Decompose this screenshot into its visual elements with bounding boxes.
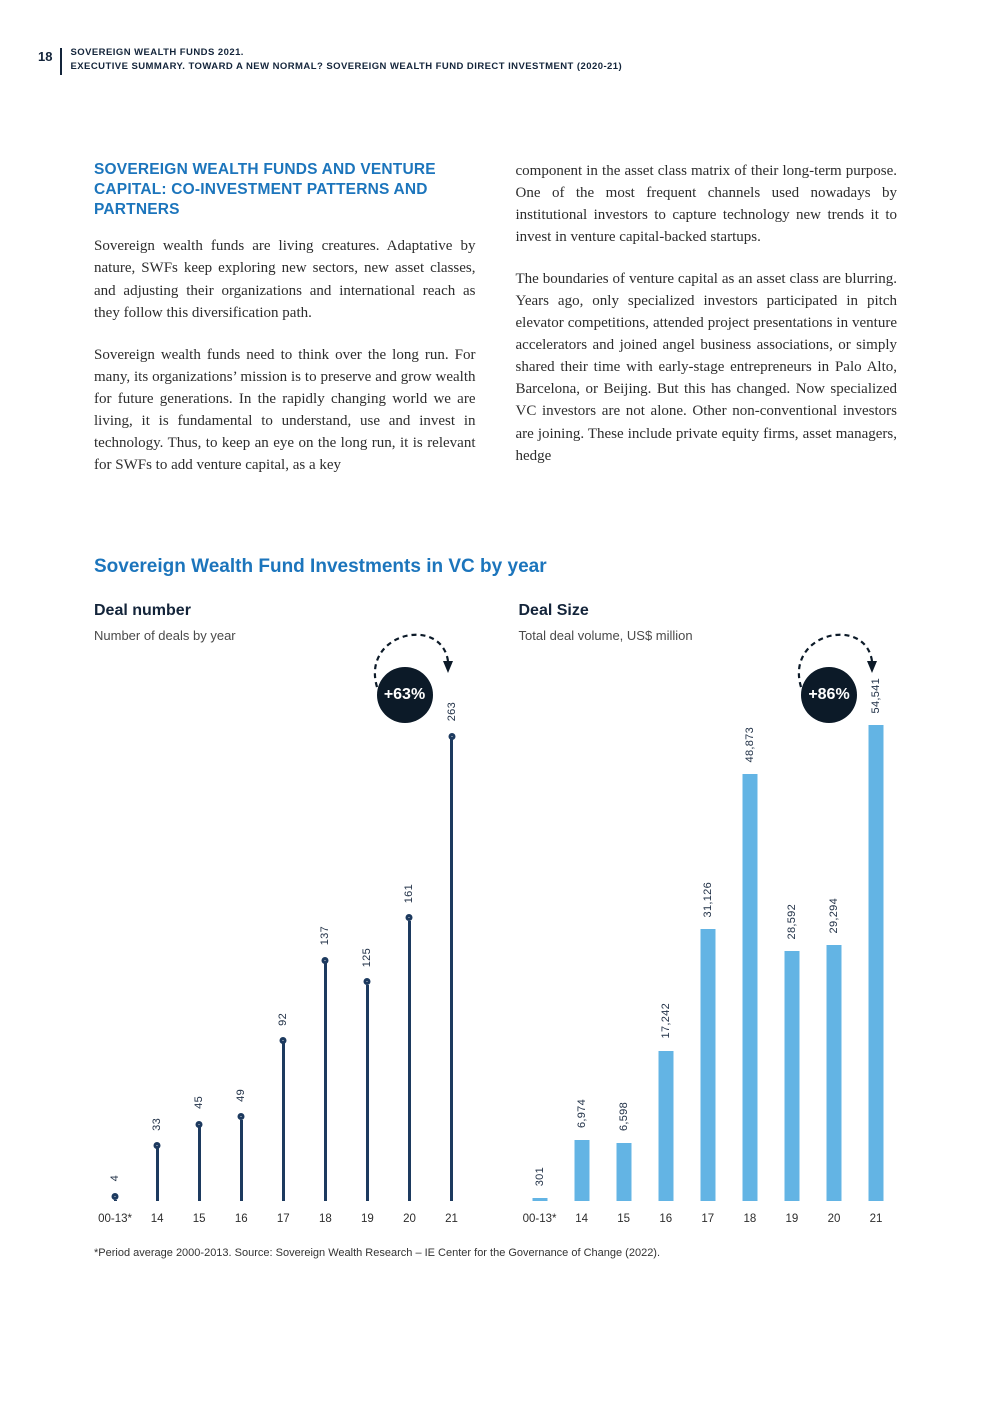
x-axis-label: 17 [276, 1213, 290, 1225]
lollipop-stem [408, 921, 411, 1201]
value-label: 54,541 [870, 677, 883, 714]
lollipop-marker [238, 1113, 245, 1120]
lollipop-marker [112, 1193, 119, 1200]
report-subtitle: EXECUTIVE SUMMARY. TOWARD A NEW NORMAL? SOVEREIGN WEALTH FUND DIRECT INVESTMENT (2020-21) [70, 61, 623, 73]
chart-title: Deal Size [518, 602, 589, 619]
bar [869, 725, 884, 1201]
page-header [38, 46, 622, 75]
bar [742, 774, 757, 1201]
value-label: 17,242 [659, 1003, 672, 1039]
bar [784, 951, 799, 1201]
chart-column-21 [855, 677, 897, 1225]
deal-size-chart [518, 602, 898, 1225]
article-right-column [516, 160, 898, 496]
chart-column-15 [603, 701, 645, 1225]
paragraph: Sovereign wealth funds are living creatures. Adaptative by nature, SWFs keep exploring new sectors, new asset classes, and adjusting their organizations and international reach as they follow this diversification path. [94, 238, 476, 321]
chart-column-20 [813, 701, 855, 1225]
growth-badge: +86% [801, 667, 857, 723]
lollipop-stem [450, 739, 453, 1201]
lollipop-marker [322, 957, 329, 964]
bar [532, 1198, 547, 1201]
x-axis-label: 14 [150, 1213, 164, 1225]
x-axis-label: 17 [701, 1213, 715, 1225]
value-label: 161 [403, 883, 416, 903]
x-axis-label: 19 [361, 1213, 374, 1225]
chart-column-14 [561, 701, 603, 1225]
paragraph: component in the asset class matrix of their long-term purpose. One of the most frequent channels used nowadays by institutional investors to capture technology new trends it to invest in venture capital-backed startups. [515, 163, 897, 246]
report-title: SOVEREIGN WEALTH FUNDS 2021. [70, 47, 244, 58]
x-axis-label: 19 [785, 1213, 799, 1225]
lollipop-stem [282, 1043, 285, 1201]
chart-column-17 [262, 701, 304, 1225]
x-axis-label: 21 [869, 1213, 883, 1225]
charts-row [94, 602, 897, 1225]
growth-badge: +63% [377, 667, 433, 723]
x-axis-label: 15 [192, 1213, 206, 1225]
value-label: 6,598 [617, 1102, 630, 1132]
value-label: 31,126 [701, 881, 714, 918]
chart-column-19 [771, 701, 813, 1225]
x-axis-label: 18 [743, 1213, 757, 1225]
paragraph: The boundaries of venture capital as an asset class are blurring. Years ago, only specialized investors participated in pitch elevator competitions, attended project presentations in venture accelerators and joined angel business associations, or simply shared their time with early-stage entrepreneurs in Palo Alto, Barcelona, or Beijing. But this has changed. Now specialized VC investors are not alone. Other non-conventional investors are joining. These include private equity firms, asset managers, hedge [515, 271, 897, 464]
lollipop-marker [154, 1142, 161, 1149]
value-label: 33 [151, 1117, 164, 1131]
lollipop-marker [406, 914, 413, 921]
value-label: 45 [193, 1096, 206, 1109]
deal-number-plot [94, 686, 473, 1225]
x-axis-label: 16 [234, 1213, 248, 1225]
x-axis-label: 00-13* [98, 1213, 132, 1225]
lollipop-marker [280, 1037, 287, 1044]
x-axis-label: 21 [445, 1213, 458, 1225]
chart-footnote: *Period average 2000-2013. Source: Sovereign Wealth Research – IE Center for the Governance of Change (2022). [94, 1247, 661, 1259]
article-body [94, 160, 897, 496]
chart-column-00-13* [94, 701, 136, 1225]
bar [574, 1140, 589, 1201]
bar [826, 945, 841, 1201]
chart-column-16 [220, 701, 262, 1225]
value-label: 137 [319, 926, 332, 946]
lollipop-stem [324, 963, 327, 1201]
value-label: 29,294 [827, 897, 840, 934]
header-divider [60, 48, 62, 75]
bar [616, 1143, 631, 1201]
chart-column-19 [346, 701, 388, 1225]
chart-subtitle: Total deal volume, US$ million [518, 628, 693, 643]
chart-column-18 [304, 701, 346, 1225]
deal-size-plot [519, 677, 898, 1225]
x-axis-label: 18 [318, 1213, 332, 1225]
chart-column-14 [136, 701, 178, 1225]
chart-column-00-13* [519, 701, 561, 1225]
section-heading: SOVEREIGN WEALTH FUNDS AND VENTURE CAPITAL: CO-INVESTMENT PATTERNS AND PARTNERS [94, 161, 436, 219]
value-label: 6,974 [575, 1099, 588, 1129]
value-label: 28,592 [785, 904, 798, 940]
x-axis-label: 20 [403, 1213, 416, 1225]
article-left-column [94, 160, 476, 496]
chart-column-20 [388, 701, 430, 1225]
charts-section-title: Sovereign Wealth Fund Investments in VC by year [94, 556, 547, 577]
lollipop-marker [364, 978, 371, 985]
value-label: 48,873 [743, 727, 756, 763]
header-titles [70, 46, 622, 75]
value-label: 4 [109, 1175, 122, 1182]
chart-column-18 [729, 701, 771, 1225]
value-label: 263 [445, 702, 458, 722]
value-label: 125 [361, 947, 374, 967]
value-label: 301 [533, 1167, 546, 1187]
lollipop-marker [196, 1121, 203, 1128]
deal-number-chart [94, 602, 473, 1225]
bar [700, 929, 715, 1201]
value-label: 92 [277, 1012, 290, 1026]
chart-column-21 [431, 701, 473, 1225]
value-label: 49 [235, 1089, 248, 1102]
x-axis-label: 15 [617, 1213, 631, 1225]
lollipop-marker [448, 733, 455, 740]
chart-column-15 [178, 701, 220, 1225]
lollipop-stem [156, 1148, 159, 1201]
lollipop-stem [366, 985, 369, 1201]
chart-column-17 [687, 701, 729, 1225]
page-number: 18 [38, 49, 53, 64]
chart-column-16 [645, 701, 687, 1225]
chart-title: Deal number [94, 602, 191, 619]
x-axis-label: 20 [827, 1213, 841, 1225]
chart-subtitle: Number of deals by year [94, 628, 236, 643]
x-axis-label: 16 [659, 1213, 673, 1225]
x-axis-label: 14 [575, 1213, 588, 1225]
paragraph: Sovereign wealth funds need to think over the long run. For many, its organizations’ mission is to preserve and grow wealth for future generations. In the rapidly changing world we are living, it is fundamental to understand, use and invest in technology. Thus, to keep an eye on the long run, it is relevant for SWFs to add venture capital, as a key [94, 346, 476, 473]
x-axis-label: 00-13* [522, 1213, 557, 1225]
lollipop-plot-columns [94, 701, 473, 1225]
lollipop-stem [240, 1120, 243, 1201]
charts-section [94, 556, 897, 1259]
bar [658, 1051, 673, 1201]
lollipop-stem [198, 1127, 201, 1201]
